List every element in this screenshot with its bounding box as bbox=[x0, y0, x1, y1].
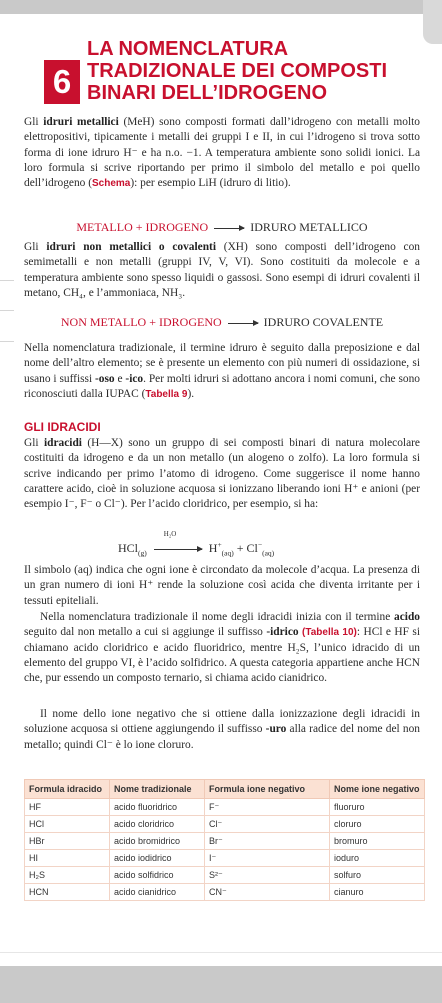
margin-marker-line bbox=[0, 310, 14, 311]
table-cell: S²⁻ bbox=[205, 867, 330, 884]
table-cell: I⁻ bbox=[205, 850, 330, 867]
term-idruri-metallici: idruri metallici bbox=[43, 116, 119, 128]
page-top-edge bbox=[0, 0, 442, 14]
column-header: Nome tradizionale bbox=[110, 780, 205, 799]
table-cell: fluoruro bbox=[330, 799, 425, 816]
reaction-arrow-icon bbox=[228, 323, 258, 324]
text-run: (H—X) sono un gruppo di sei composti binari di natura molecolare costituiti da idrogeno e da un non metallo (un alogeno o zolfo). La loro formula si scrive indicando per primo l’atomo di idrogeno. Come suggerisce il nome hanno carattere acido, cioè in soluzione acquosa si ionizzano liberando ioni H⁺ e anioni (per esempio I⁻, F⁻ o Cl⁻). Per l’acido cloridrico, per esempio, si ha: bbox=[24, 437, 420, 511]
paragraph-simbolo-aq bbox=[24, 563, 420, 609]
text-run: Gli bbox=[24, 116, 39, 128]
paragraph-ione-negativo bbox=[24, 707, 420, 753]
table-cell: cianuro bbox=[330, 884, 425, 901]
table-cell: Br⁻ bbox=[205, 833, 330, 850]
subheading-idracidi: GLI IDRACIDI bbox=[24, 420, 101, 434]
eq-plus: + bbox=[236, 541, 244, 555]
eq-state: (g) bbox=[138, 548, 147, 558]
table-row bbox=[25, 850, 425, 867]
section-number-badge: 6 bbox=[44, 60, 80, 104]
text-run: Nella nomenclatura tradizionale il nome degli idracidi inizia con il termine bbox=[40, 611, 395, 623]
eq-reactant: HCl bbox=[118, 541, 139, 555]
section-title-line-2: TRADIZIONALE DEI COMPOSTI bbox=[87, 60, 387, 82]
suffix-uro: -uro bbox=[265, 723, 287, 736]
table-row bbox=[25, 799, 425, 816]
term-idracidi: idracidi bbox=[43, 437, 82, 449]
scheme-result: IDRURO COVALENTE bbox=[263, 315, 384, 329]
text-run: Gli bbox=[24, 241, 39, 253]
table-row bbox=[25, 867, 425, 884]
paragraph-nomenclatura-idruri bbox=[24, 341, 420, 402]
table-cell: solfuro bbox=[330, 867, 425, 884]
reaction-arrow-icon bbox=[214, 228, 244, 229]
margin-marker bbox=[0, 280, 14, 342]
column-header: Formula ione negativo bbox=[205, 780, 330, 799]
eq-product: H bbox=[208, 541, 218, 555]
scheme-plus: + bbox=[135, 220, 143, 234]
table-cell: H₂S bbox=[25, 867, 110, 884]
suffix-oso: -oso bbox=[95, 372, 115, 385]
table-cell: HBr bbox=[25, 833, 110, 850]
text-run: . Per molti idruri si adottano ancora i nomi comuni, che sono riconosciuti dalla IUPAC ( bbox=[24, 372, 420, 400]
eq-product: Cl bbox=[246, 541, 258, 555]
term-acido: acido bbox=[394, 611, 420, 623]
eq-solvent-label: H₂O bbox=[163, 530, 177, 538]
text-run: Gli bbox=[24, 437, 39, 449]
text-run: Il nome dello ione negativo che si ottiene dalla ionizzazione degli idracidi in soluzione acquosa si ottiene aggiungendo il suffisso bbox=[24, 708, 420, 736]
text-run: ). bbox=[187, 387, 195, 400]
paragraph-nomenclatura-idracidi bbox=[24, 610, 420, 686]
table-cell: acido fluoridrico bbox=[110, 799, 205, 816]
table-cell: acido solfidrico bbox=[110, 867, 205, 884]
text-run: alla radice del nome del non metallo; quindi Cl⁻ è lo ione cloruro. bbox=[24, 723, 420, 751]
table-cell: bromuro bbox=[330, 833, 425, 850]
column-header: Nome ione negativo bbox=[330, 780, 425, 799]
column-header: Formula idracido bbox=[25, 780, 110, 799]
scheme-term: IDROGENO bbox=[145, 220, 209, 234]
tabella-10-reference-link[interactable]: (Tabella 10) bbox=[302, 627, 357, 639]
eq-charge: + bbox=[217, 540, 222, 549]
table-cell: HF bbox=[25, 799, 110, 816]
scheme-plus: + bbox=[149, 315, 156, 329]
reaction-arrow-icon bbox=[154, 549, 202, 550]
scheme-term: METALLO bbox=[76, 220, 133, 234]
eq-arrow-group bbox=[150, 530, 206, 556]
paragraph-idruri-covalenti bbox=[24, 240, 420, 301]
table-row bbox=[25, 884, 425, 901]
text-run: ): per esempio LiH (idruro di litio). bbox=[130, 177, 291, 190]
tabella-9-reference-link[interactable]: Tabella 9 bbox=[145, 388, 188, 400]
table-cell: acido cloridrico bbox=[110, 816, 205, 833]
table-cell: ioduro bbox=[330, 850, 425, 867]
table-cell: acido cianidrico bbox=[110, 884, 205, 901]
scheme-idruro-covalente bbox=[24, 315, 420, 330]
eq-charge: − bbox=[257, 540, 263, 549]
ionization-equation bbox=[118, 530, 275, 558]
text-run: Nella nomenclatura tradizionale, il termine idruro è seguito dalla preposizione e dal nome dell’altro elemento; se è presente un elemento con più numeri di ossidazione, si usano i suffissi bbox=[24, 342, 420, 385]
table-cell: Cl⁻ bbox=[205, 816, 330, 833]
table-cell: F⁻ bbox=[205, 799, 330, 816]
text-run: seguito dal non metallo a cui si aggiunge il suffisso bbox=[24, 626, 267, 639]
section-title bbox=[87, 38, 427, 104]
table-cell: HCN bbox=[25, 884, 110, 901]
table-cell: acido iodidrico bbox=[110, 850, 205, 867]
table-cell: HCl bbox=[25, 816, 110, 833]
table-cell: CN⁻ bbox=[205, 884, 330, 901]
section-title-line-1: LA NOMENCLATURA bbox=[87, 38, 289, 60]
term-idruri-covalenti: idruri non metallici o covalenti bbox=[46, 241, 217, 253]
suffix-ico: -ico bbox=[125, 372, 144, 385]
eq-state: (aq) bbox=[221, 548, 234, 558]
text-run: e bbox=[114, 372, 126, 385]
idracidi-table bbox=[24, 779, 425, 901]
section-title-line-3: BINARI DELL’IDROGENO bbox=[87, 82, 328, 104]
table-cell: HI bbox=[25, 850, 110, 867]
table-cell: cloruro bbox=[330, 816, 425, 833]
page-bottom-edge bbox=[0, 966, 442, 1003]
table-row bbox=[25, 816, 425, 833]
text-run: (MeH) sono composti formati dall’idrogeno con metalli molto elettropositivi, tipicamente i metalli dei gruppi I e II, in cui l’idrogeno si trova sotto forma di ione idruro H⁻ e ha n.o. −1. A temperatura ambiente sono solidi ionici. La loro formula si scrive riportando per primo il simbolo del metallo e poi quello dell’idrogeno ( bbox=[24, 116, 420, 190]
scheme-idruro-metallico bbox=[24, 220, 420, 235]
schema-reference-link[interactable]: Schema bbox=[92, 178, 131, 190]
scheme-term: NON METALLO bbox=[60, 315, 147, 329]
text-run: (XH) sono composti dell’idrogeno con semimetalli e non metalli (gruppi IV, V, VI). Sono costituiti da molecole e a temperatura ambiente sono spesso liquidi o gassosi. Sono esempi di idruri covalenti il metano, CH₄, e l’ammoniaca, NH₃. bbox=[24, 241, 421, 299]
table-cell: acido bromidrico bbox=[110, 833, 205, 850]
table-row bbox=[25, 833, 425, 850]
text-run: : HCl e HF si chiamano acido cloridrico e acido fluoridrico, mentre H₂S, l’unico idracido di un elemento del gruppo VI, è l’acido solfidrico. A questa categoria appartiene anche HCN che, pur essendo un composto ternario, si chiama acido cianidrico. bbox=[24, 626, 420, 685]
page-divider bbox=[0, 952, 442, 953]
table-header-row bbox=[25, 780, 425, 799]
suffix-idrico: -idrico bbox=[266, 626, 299, 639]
eq-state: (aq) bbox=[262, 548, 275, 558]
scheme-result: IDRURO METALLICO bbox=[250, 220, 368, 234]
paragraph-idruri-metallici bbox=[24, 115, 420, 191]
paragraph-idracidi bbox=[24, 436, 420, 512]
text-run: Il simbolo (aq) indica che ogni ione è circondato da molecole d’acqua. La presenza di un gran numero di ioni H⁺ rende la soluzione così acida che diventa irritante per i tessuti epiteliali. bbox=[24, 564, 420, 607]
scheme-term: IDROGENO bbox=[159, 315, 222, 329]
